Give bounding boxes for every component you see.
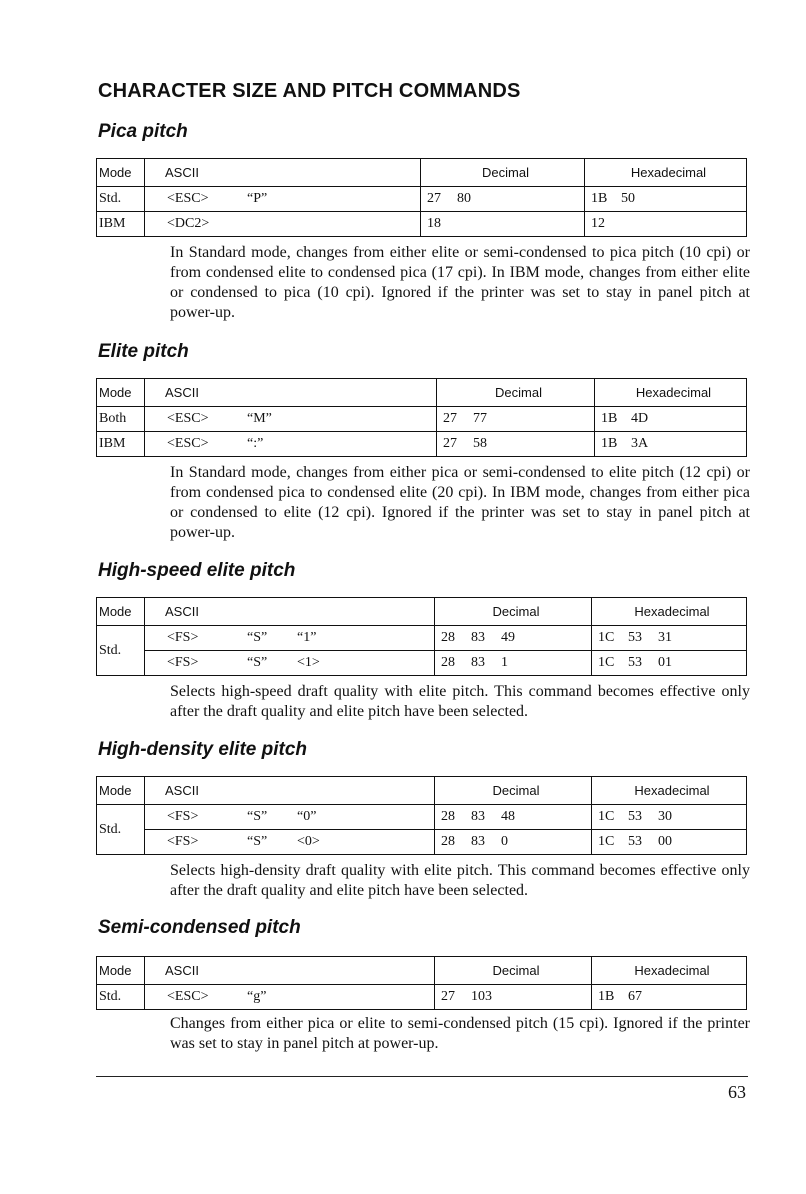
decimal-value: 77 (473, 411, 487, 426)
decimal-cell (437, 407, 595, 432)
decimal-cell (421, 187, 585, 212)
ascii-token: <ESC> (167, 191, 209, 206)
header-hex: Hexadecimal (592, 957, 747, 985)
header-decimal: Decimal (435, 598, 592, 626)
decimal-value: 80 (457, 191, 471, 206)
header-ascii: ASCII (145, 159, 421, 187)
description-text: Selects high-density draft quality with elite pitch. This command becomes effective only after the draft quality and elite pitch have been selected. (170, 862, 750, 899)
ascii-token: <1> (297, 655, 320, 670)
section-heading-semi-condensed: Semi-condensed pitch (98, 917, 301, 938)
decimal-value: 18 (427, 216, 441, 231)
table-row (97, 212, 747, 237)
decimal-value: 27 (443, 411, 457, 426)
ascii-cell (145, 432, 437, 457)
ascii-cell (145, 651, 435, 676)
ascii-token: “0” (297, 809, 317, 824)
hex-cell (595, 407, 747, 432)
ascii-token: “S” (247, 655, 268, 670)
hex-value: 00 (658, 834, 672, 849)
header-mode: Mode (97, 598, 145, 626)
header-ascii: ASCII (145, 957, 435, 985)
decimal-value: 83 (471, 834, 485, 849)
decimal-cell (435, 651, 592, 676)
high-density-elite-table (96, 776, 747, 855)
hex-value: 1B (601, 411, 618, 426)
section-heading-elite: Elite pitch (98, 341, 189, 362)
section-description (170, 243, 750, 323)
decimal-value: 49 (501, 630, 515, 645)
hex-cell (585, 212, 747, 237)
header-ascii: ASCII (145, 379, 437, 407)
ascii-token: <ESC> (167, 411, 209, 426)
hex-value: 1C (598, 655, 615, 670)
header-mode: Mode (97, 957, 145, 985)
header-mode: Mode (97, 159, 145, 187)
table-row (97, 626, 747, 651)
section-heading-high-speed-elite: High-speed elite pitch (98, 560, 296, 581)
hex-value: 3A (631, 436, 649, 451)
ascii-token: “1” (297, 630, 317, 645)
elite-pitch-table (96, 378, 747, 457)
mode-cell: Std. (97, 626, 145, 676)
decimal-cell (435, 626, 592, 651)
hex-value: 1B (598, 989, 615, 1004)
table-header-row (97, 957, 747, 985)
decimal-value: 83 (471, 655, 485, 670)
ascii-cell (145, 830, 435, 855)
decimal-value: 27 (441, 989, 455, 1004)
header-ascii: ASCII (145, 598, 435, 626)
mode-cell: IBM (97, 212, 145, 237)
table-row (97, 830, 747, 855)
ascii-token: “S” (247, 630, 268, 645)
ascii-cell (145, 626, 435, 651)
hex-cell (592, 985, 747, 1010)
header-decimal: Decimal (435, 957, 592, 985)
description-text: Selects high-speed draft quality with elite pitch. This command becomes effective only after the draft quality and elite pitch have been selected. (170, 683, 750, 720)
decimal-cell (421, 212, 585, 237)
hex-value: 1C (598, 834, 615, 849)
decimal-value: 28 (441, 655, 455, 670)
header-mode: Mode (97, 379, 145, 407)
hex-value: 12 (591, 216, 605, 231)
decimal-value: 28 (441, 834, 455, 849)
ascii-token: <FS> (167, 655, 199, 670)
ascii-token: “S” (247, 809, 268, 824)
mode-cell: Both (97, 407, 145, 432)
ascii-token: “P” (247, 191, 268, 206)
table-header-row (97, 159, 747, 187)
decimal-value: 103 (471, 989, 492, 1004)
description-text: In Standard mode, changes from either elite or semi-condensed to pica pitch (10 cpi) or from condensed elite to condensed pica (17 cpi). In IBM mode, changes from either elite or condensed to pica (10 cpi). Ignored if the printer was set to stay in panel pitch at power-up. (170, 244, 750, 321)
hex-value: 53 (628, 655, 642, 670)
ascii-token: <FS> (167, 834, 199, 849)
decimal-value: 58 (473, 436, 487, 451)
mode-cell: Std. (97, 805, 145, 855)
header-hex: Hexadecimal (592, 777, 747, 805)
decimal-cell (437, 432, 595, 457)
section-heading-high-density-elite: High-density elite pitch (98, 739, 308, 760)
table-header-row (97, 777, 747, 805)
hex-value: 1C (598, 809, 615, 824)
ascii-token: “:” (247, 436, 264, 451)
section-description (170, 1014, 750, 1054)
section-description (170, 463, 750, 543)
header-ascii: ASCII (145, 777, 435, 805)
ascii-cell (145, 212, 421, 237)
hex-value: 4D (631, 411, 649, 426)
table-header-row (97, 379, 747, 407)
table-row (97, 985, 747, 1010)
hex-value: 31 (658, 630, 672, 645)
header-hex: Hexadecimal (585, 159, 747, 187)
header-hex: Hexadecimal (592, 598, 747, 626)
hex-value: 53 (628, 630, 642, 645)
hex-value: 1B (601, 436, 618, 451)
hex-cell (592, 626, 747, 651)
decimal-value: 48 (501, 809, 515, 824)
hex-value: 50 (621, 191, 635, 206)
decimal-cell (435, 830, 592, 855)
decimal-value: 28 (441, 809, 455, 824)
mode-cell: Std. (97, 985, 145, 1010)
table-row (97, 805, 747, 830)
section-description (170, 682, 750, 722)
ascii-token: <ESC> (167, 436, 209, 451)
table-row (97, 407, 747, 432)
ascii-token: “S” (247, 834, 268, 849)
hex-cell (592, 830, 747, 855)
table-row (97, 651, 747, 676)
hex-value: 67 (628, 989, 642, 1004)
decimal-value: 0 (501, 834, 508, 849)
hex-value: 53 (628, 834, 642, 849)
section-description (170, 861, 750, 901)
ascii-token: “g” (247, 989, 267, 1004)
description-text: In Standard mode, changes from either pica or semi-condensed to elite pitch (12 cpi) or from condensed pica to condensed elite (20 cpi). In IBM mode, changes from either pica or condensed to elite (12 cpi). Ignored if the printer was set to stay in panel pitch at power-up. (170, 464, 750, 541)
section-heading-pica: Pica pitch (98, 121, 188, 142)
table-header-row (97, 598, 747, 626)
pica-pitch-table (96, 158, 747, 237)
page-number: 63 (728, 1082, 746, 1102)
semi-condensed-table (96, 956, 747, 1010)
decimal-value: 28 (441, 630, 455, 645)
decimal-value: 27 (443, 436, 457, 451)
hex-cell (585, 187, 747, 212)
decimal-value: 27 (427, 191, 441, 206)
hex-value: 1B (591, 191, 608, 206)
footer-rule (96, 1076, 748, 1077)
ascii-cell (145, 985, 435, 1010)
ascii-token: <DC2> (167, 216, 210, 231)
ascii-token: <0> (297, 834, 320, 849)
table-row (97, 187, 747, 212)
page-title: CHARACTER SIZE AND PITCH COMMANDS (98, 80, 521, 102)
decimal-value: 83 (471, 809, 485, 824)
header-decimal: Decimal (421, 159, 585, 187)
ascii-token: <FS> (167, 630, 199, 645)
header-hex: Hexadecimal (595, 379, 747, 407)
hex-value: 01 (658, 655, 672, 670)
mode-cell: IBM (97, 432, 145, 457)
hex-cell (592, 805, 747, 830)
header-decimal: Decimal (437, 379, 595, 407)
description-text: Changes from either pica or elite to semi-condensed pitch (15 cpi). Ignored if the printer was set to stay in panel pitch at power-up. (170, 1015, 750, 1052)
hex-value: 30 (658, 809, 672, 824)
header-mode: Mode (97, 777, 145, 805)
ascii-token: <FS> (167, 809, 199, 824)
hex-cell (592, 651, 747, 676)
header-decimal: Decimal (435, 777, 592, 805)
ascii-cell (145, 407, 437, 432)
ascii-token: “M” (247, 411, 272, 426)
high-speed-elite-table (96, 597, 747, 676)
table-row (97, 432, 747, 457)
mode-cell: Std. (97, 187, 145, 212)
hex-value: 53 (628, 809, 642, 824)
hex-value: 1C (598, 630, 615, 645)
decimal-value: 83 (471, 630, 485, 645)
ascii-token: <ESC> (167, 989, 209, 1004)
hex-cell (595, 432, 747, 457)
ascii-cell (145, 805, 435, 830)
decimal-value: 1 (501, 655, 508, 670)
decimal-cell (435, 985, 592, 1010)
decimal-cell (435, 805, 592, 830)
ascii-cell (145, 187, 421, 212)
